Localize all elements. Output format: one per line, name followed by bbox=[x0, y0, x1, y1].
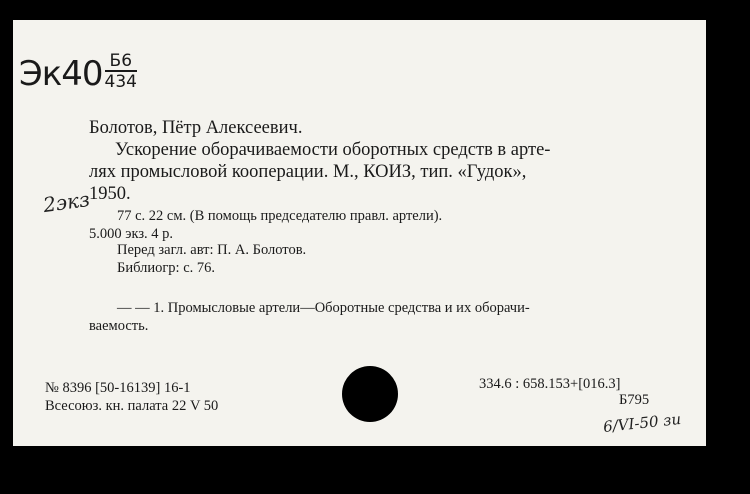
shelfmark-numerator: Б6 bbox=[105, 52, 137, 72]
subject-line-2: ваемость. bbox=[89, 318, 149, 334]
shelfmark bbox=[19, 51, 137, 94]
note-bibliography: Библиогр: с. 76. bbox=[117, 260, 216, 276]
punch-hole bbox=[342, 366, 398, 422]
author-heading: Болотов, Пётр Алексеевич. bbox=[89, 118, 303, 138]
card-number: № 8396 [50-16139] 16-1 bbox=[45, 380, 191, 396]
title-line-2: лях промысловой кооперации. М., КОИЗ, тип. «Гудок», bbox=[89, 162, 527, 182]
shelfmark-denominator: 434 bbox=[104, 72, 137, 92]
note-author: Перед загл. авт: П. А. Болотов. bbox=[117, 242, 307, 258]
shelfmark-fraction bbox=[105, 52, 137, 92]
subject-line-1: — — 1. Промысловые артели—Оборотные средства и их оборачи- bbox=[117, 300, 530, 316]
title-line-1: Ускорение оборачиваемости оборотных средств в арте- bbox=[115, 140, 551, 160]
catalog-card bbox=[13, 20, 706, 446]
physical-description: 77 с. 22 см. (В помощь председателю правл. артели). bbox=[117, 208, 443, 224]
udc-index: 334.6 : 658.153+[016.3] bbox=[479, 376, 621, 392]
book-chamber: Всесоюз. кн. палата 22 V 50 bbox=[45, 398, 219, 414]
handwritten-date-mark: 6/VI-50 зи bbox=[602, 409, 682, 437]
handwritten-copies-mark: 2экз bbox=[41, 186, 92, 218]
publication-year: 1950. bbox=[89, 184, 131, 204]
author-sign: Б795 bbox=[619, 392, 650, 408]
shelfmark-main: Эк40 bbox=[19, 54, 103, 94]
print-run: 5.000 экз. 4 р. bbox=[89, 226, 174, 242]
